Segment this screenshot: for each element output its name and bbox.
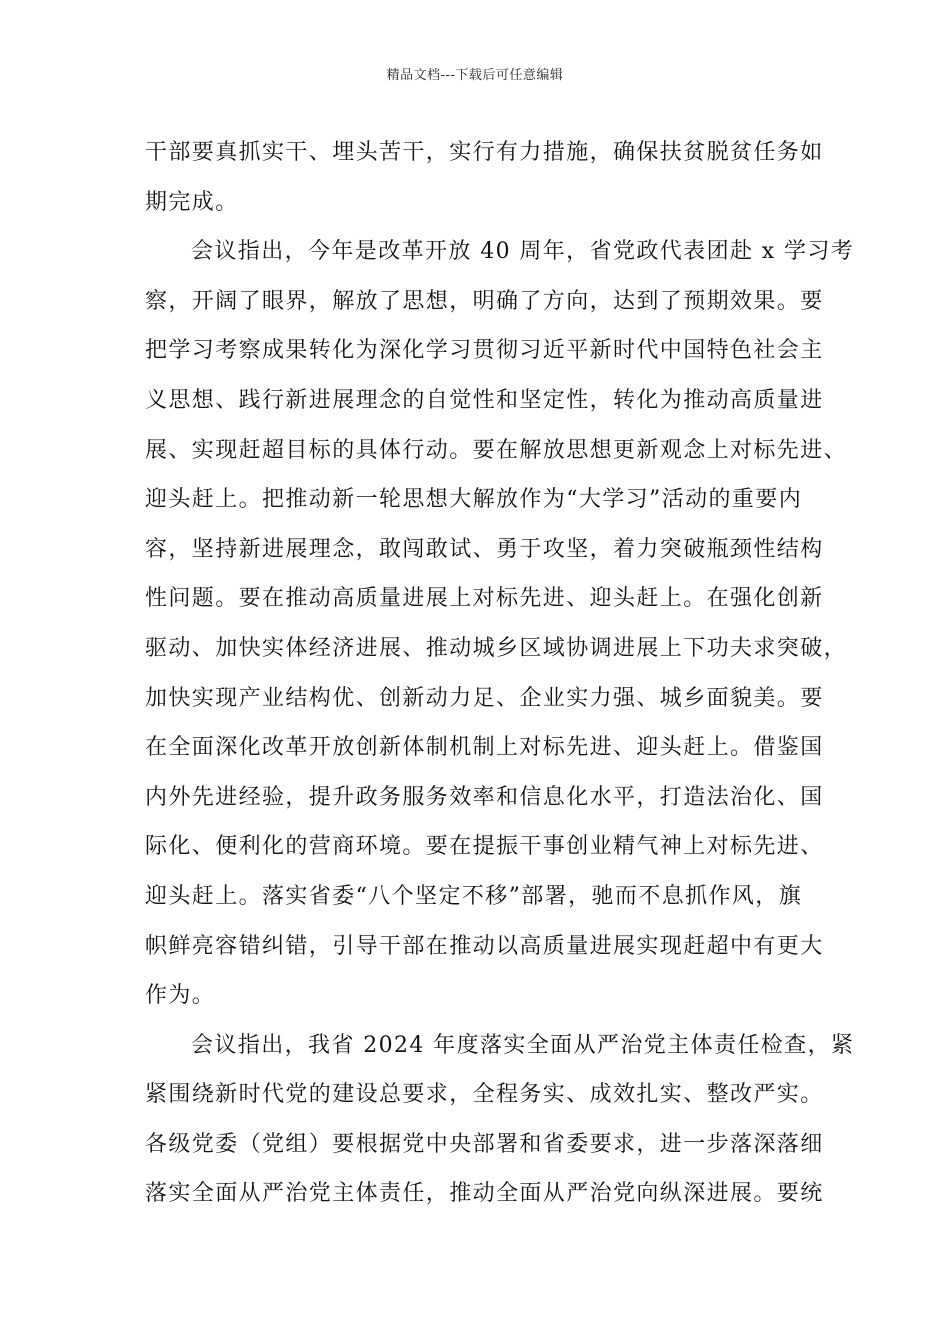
text-line: 义思想、践行新进展理念的自觉性和坚定性，转化为推动高质量进 — [145, 387, 824, 413]
text-line: 容，坚持新进展理念，敢闯敢试、勇于攻坚，着力突破瓶颈性结构 — [145, 536, 824, 562]
paragraph-1 — [145, 128, 825, 227]
document-body — [145, 128, 855, 1219]
page-header: 精品文档---下载后可任意编辑 — [386, 68, 564, 83]
paragraph-3 — [145, 1021, 855, 1219]
text-line: 紧围绕新时代党的建设总要求，全程务实、成效扎实、整改严实。 — [145, 1082, 824, 1108]
text-line: 展、实现赶超目标的具体行动。要在解放思想更新观念上对标先进、 — [145, 437, 848, 463]
text-line: 迎头赶上。落实省委“八个坚定不移”部署，驰而不息抓作风，旗 — [145, 883, 803, 909]
text-line: 驱动、加快实体经济进展、推动城乡区域协调进展上下功夫求突破， — [145, 635, 848, 661]
text-line: 际化、便利化的营商环境。要在提振干事创业精气神上对标先进、 — [145, 834, 824, 860]
text-line: 迎头赶上。把推动新一轮思想大解放作为“大学习”活动的重要内 — [145, 487, 803, 513]
text-line: 作为。 — [145, 983, 216, 1009]
paragraph-2 — [145, 227, 855, 1021]
text-line: 把学习考察成果转化为深化学习贯彻习近平新时代中国特色社会主 — [145, 338, 824, 364]
text-line: 各级党委（党组）要根据党中央部署和省委要求，进一步落深落细 — [145, 1131, 824, 1157]
text-line: 落实全面从严治党主体责任，推动全面从严治党向纵深进展。要统 — [145, 1181, 824, 1207]
text-line: 内外先进经验，提升政务服务效率和信息化水平，打造法治化、国 — [145, 784, 824, 810]
text-line: 在全面深化改革开放创新体制机制上对标先进、迎头赶上。借鉴国 — [145, 735, 824, 761]
text-line: 干部要真抓实干、埋头苦干，实行有力措施，确保扶贫脱贫任务如 — [145, 140, 824, 165]
text-line: 帜鲜亮容错纠错，引导干部在推动以高质量进展实现赶超中有更大 — [145, 933, 824, 959]
text-line: 会议指出，今年是改革开放 40 周年，省党政代表团赴 x 学习考 — [191, 239, 855, 265]
text-line: 加快实现产业结构优、创新动力足、企业实力强、城乡面貌美。要 — [145, 685, 824, 711]
text-line: 性问题。要在推动高质量进展上对标先进、迎头赶上。在强化创新 — [145, 586, 824, 612]
text-line: 察，开阔了眼界，解放了思想，明确了方向，达到了预期效果。要 — [145, 288, 824, 314]
text-line: 会议指出，我省 2024 年度落实全面从严治党主体责任检查，紧 — [191, 1032, 855, 1058]
text-line: 期完成。 — [145, 189, 239, 215]
